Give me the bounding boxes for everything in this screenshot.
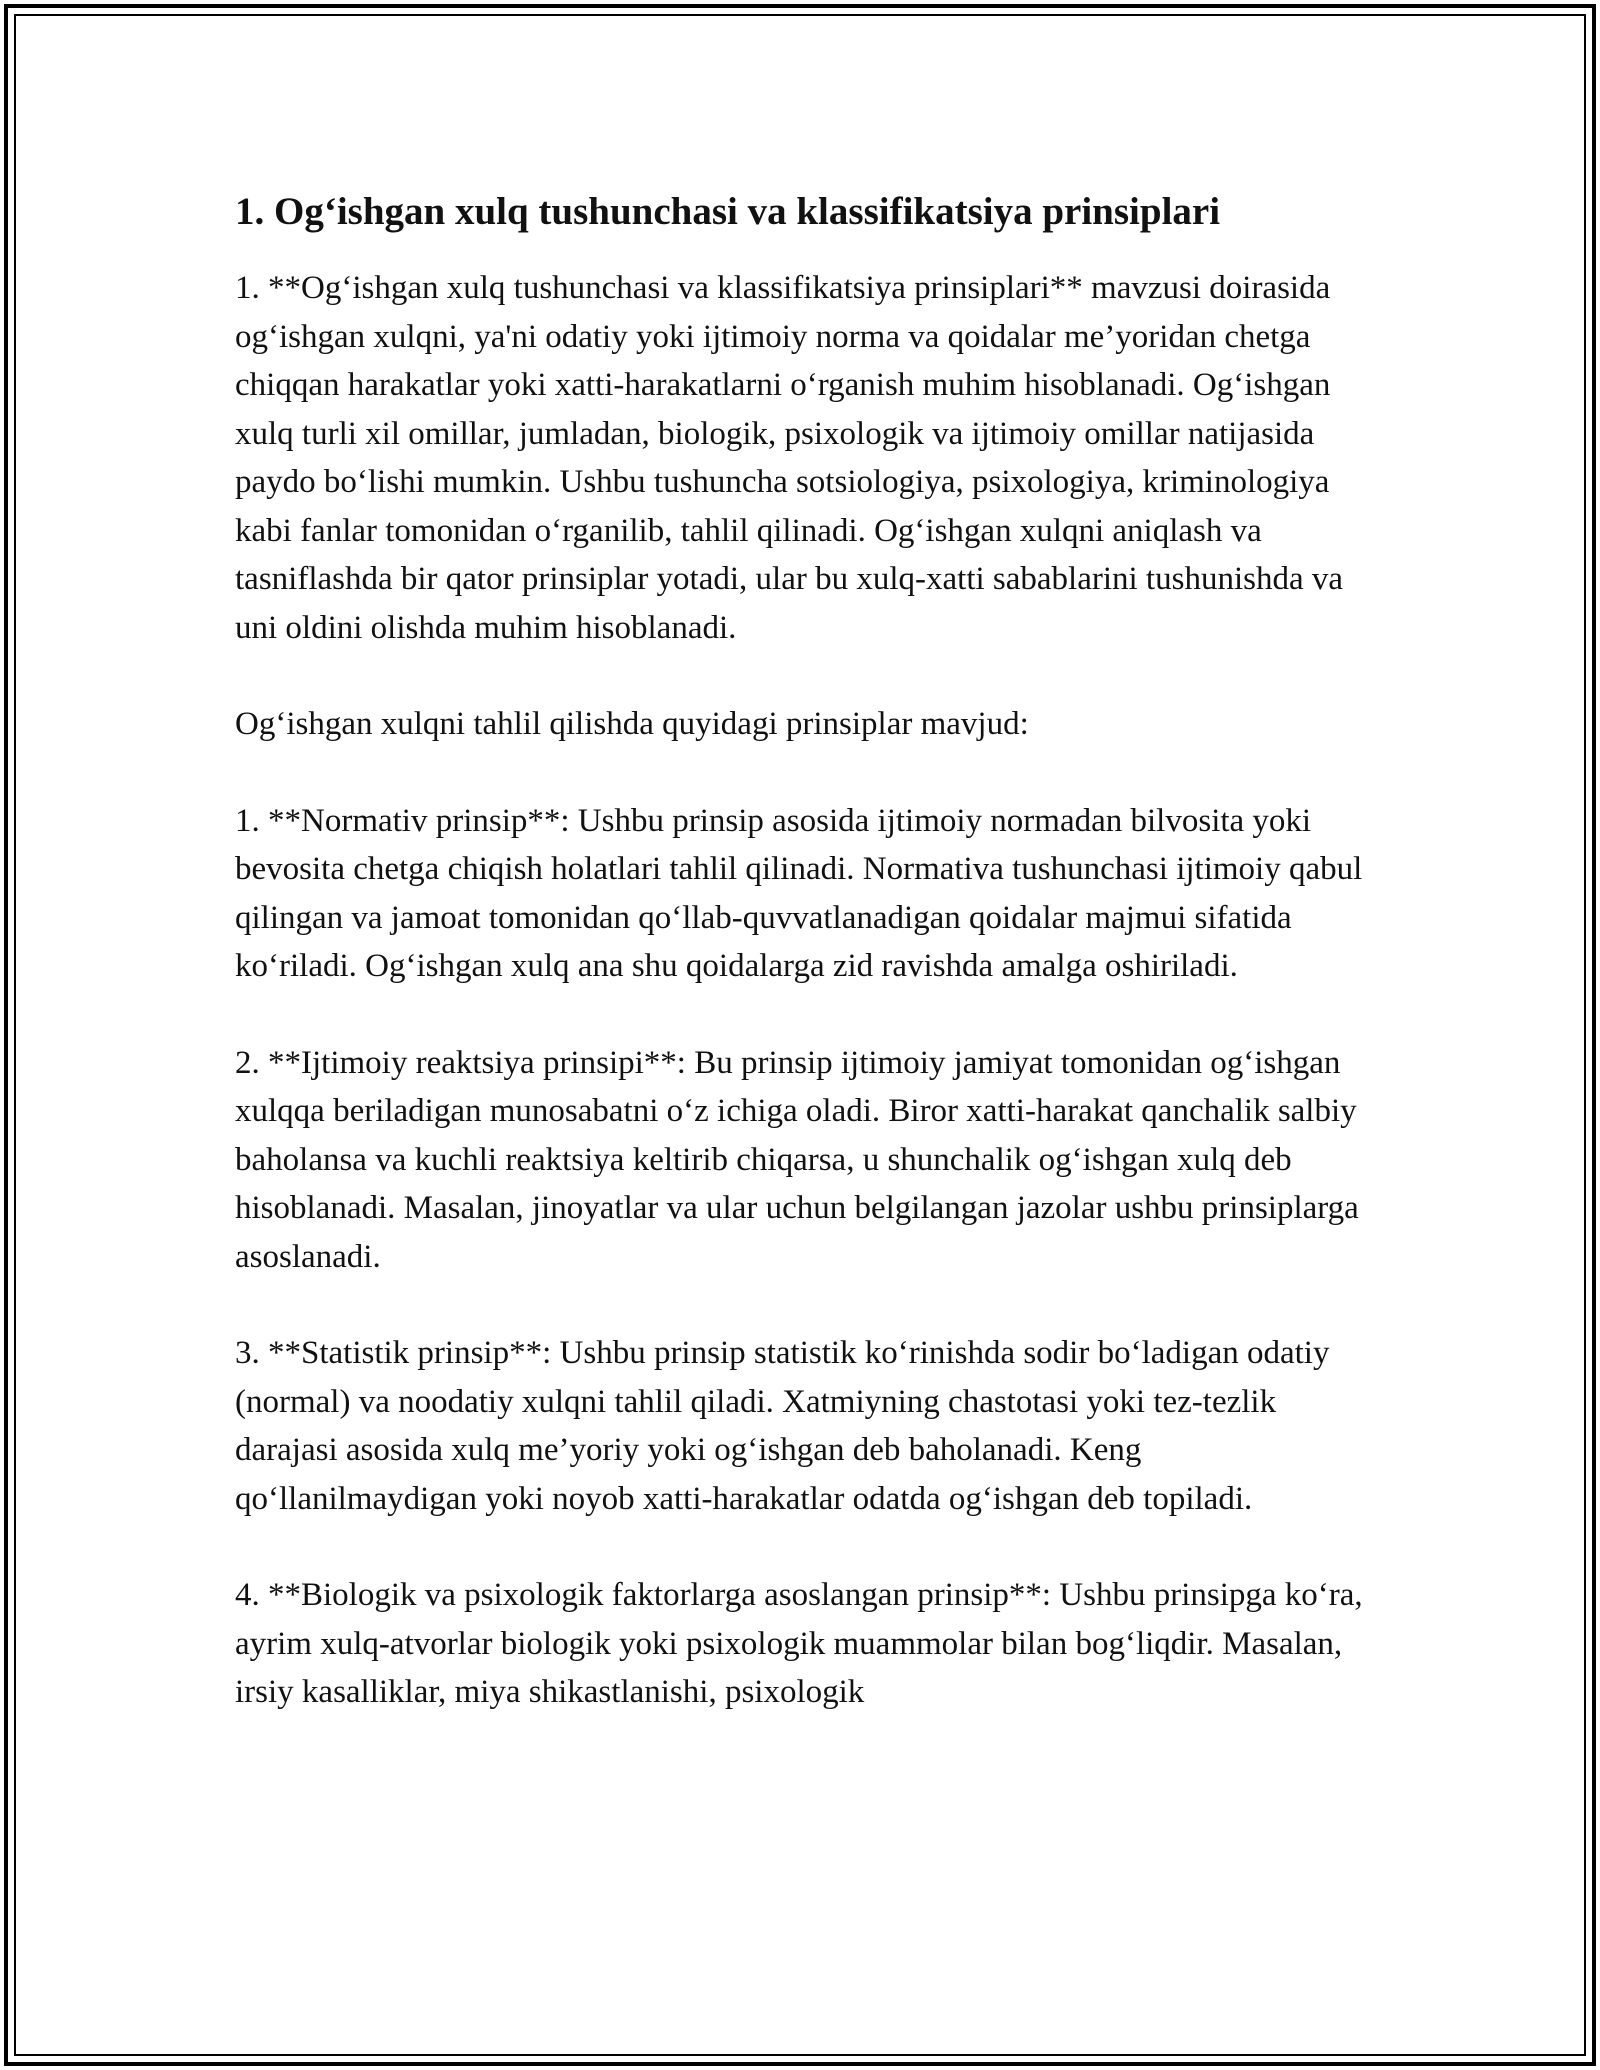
- document-body: [235, 186, 1385, 1765]
- paragraph-statistical-principle: 3. **Statistik prinsip**: Ushbu prinsip statistik ko‘rinishda sodir bo‘ladigan odatiy (normal) va noodatiy xulqni tahlil qiladi. Xatmiyning chastotasi yoki tez-tezlik darajasi asosida xulq me’yoriy yoki og‘ishgan deb baholanadi. Keng qo‘llanilmaydigan yoki noyob xatti-harakatlar odatda og‘ishgan deb topiladi.: [235, 1335, 1330, 1517]
- paragraph-normative-principle: 1. **Normativ prinsip**: Ushbu prinsip asosida ijtimoiy normadan bilvosita yoki bevosita chetga chiqish holatlari tahlil qilinadi. Normativa tushunchasi ijtimoiy qabul qilingan va jamoat tomonidan qo‘llab-quvvatlanadigan qoidalar majmui sifatida ko‘riladi. Og‘ishgan xulq ana shu qoidalarga zid ravishda amalga oshiriladi.: [235, 802, 1363, 984]
- paragraph-principles-lead: Og‘ishgan xulqni tahlil qilishda quyidagi prinsiplar mavjud:: [235, 706, 1029, 742]
- paragraph-biological-psychological-principle: 4. **Biologik va psixologik faktorlarga asoslangan prinsip**: Ushbu prinsipga ko‘ra, ayrim xulq-atvorlar biologik yoki psixologik muammolar bilan bog‘liqdir. Masalan, irsiy kasalliklar, miya shikastlanishi, psixologik: [235, 1577, 1363, 1710]
- paragraph-intro: 1. **Og‘ishgan xulq tushunchasi va klassifikatsiya prinsiplari** mavzusi doirasida og‘ishgan xulqni, ya'ni odatiy yoki ijtimoiy norma va qoidalar me’yoridan chetga chiqqan harakatlar yoki xatti-harakatlarni o‘rganish muhim hisoblanadi. Og‘ishgan xulq turli xil omillar, jumladan, biologik, psixologik va ijtimoiy omillar natijasida paydo bo‘lishi mumkin. Ushbu tushuncha sotsiologiya, psixologiya, kriminologiya kabi fanlar tomonidan o‘rganilib, tahlil qilinadi. Og‘ishgan xulqni aniqlash va tasniflashda bir qator prinsiplar yotadi, ular bu xulq-xatti sabablarini tushunishda va uni oldini olishda muhim hisoblanadi.: [235, 270, 1343, 646]
- paragraph-social-reaction-principle: 2. **Ijtimoiy reaktsiya prinsipi**: Bu prinsip ijtimoiy jamiyat tomonidan og‘ishgan xulqqa beriladigan munosabatni o‘z ichiga oladi. Biror xatti-harakat qanchalik salbiy baholansa va kuchli reaktsiya keltirib chiqarsa, u shunchalik og‘ishgan xulq deb hisoblanadi. Masalan, jinoyatlar va ular uchun belgilangan jazolar ushbu prinsiplarga asoslanadi.: [235, 1044, 1359, 1275]
- document-title: 1. Og‘ishgan xulq tushunchasi va klassifikatsiya prinsiplari: [235, 190, 1221, 233]
